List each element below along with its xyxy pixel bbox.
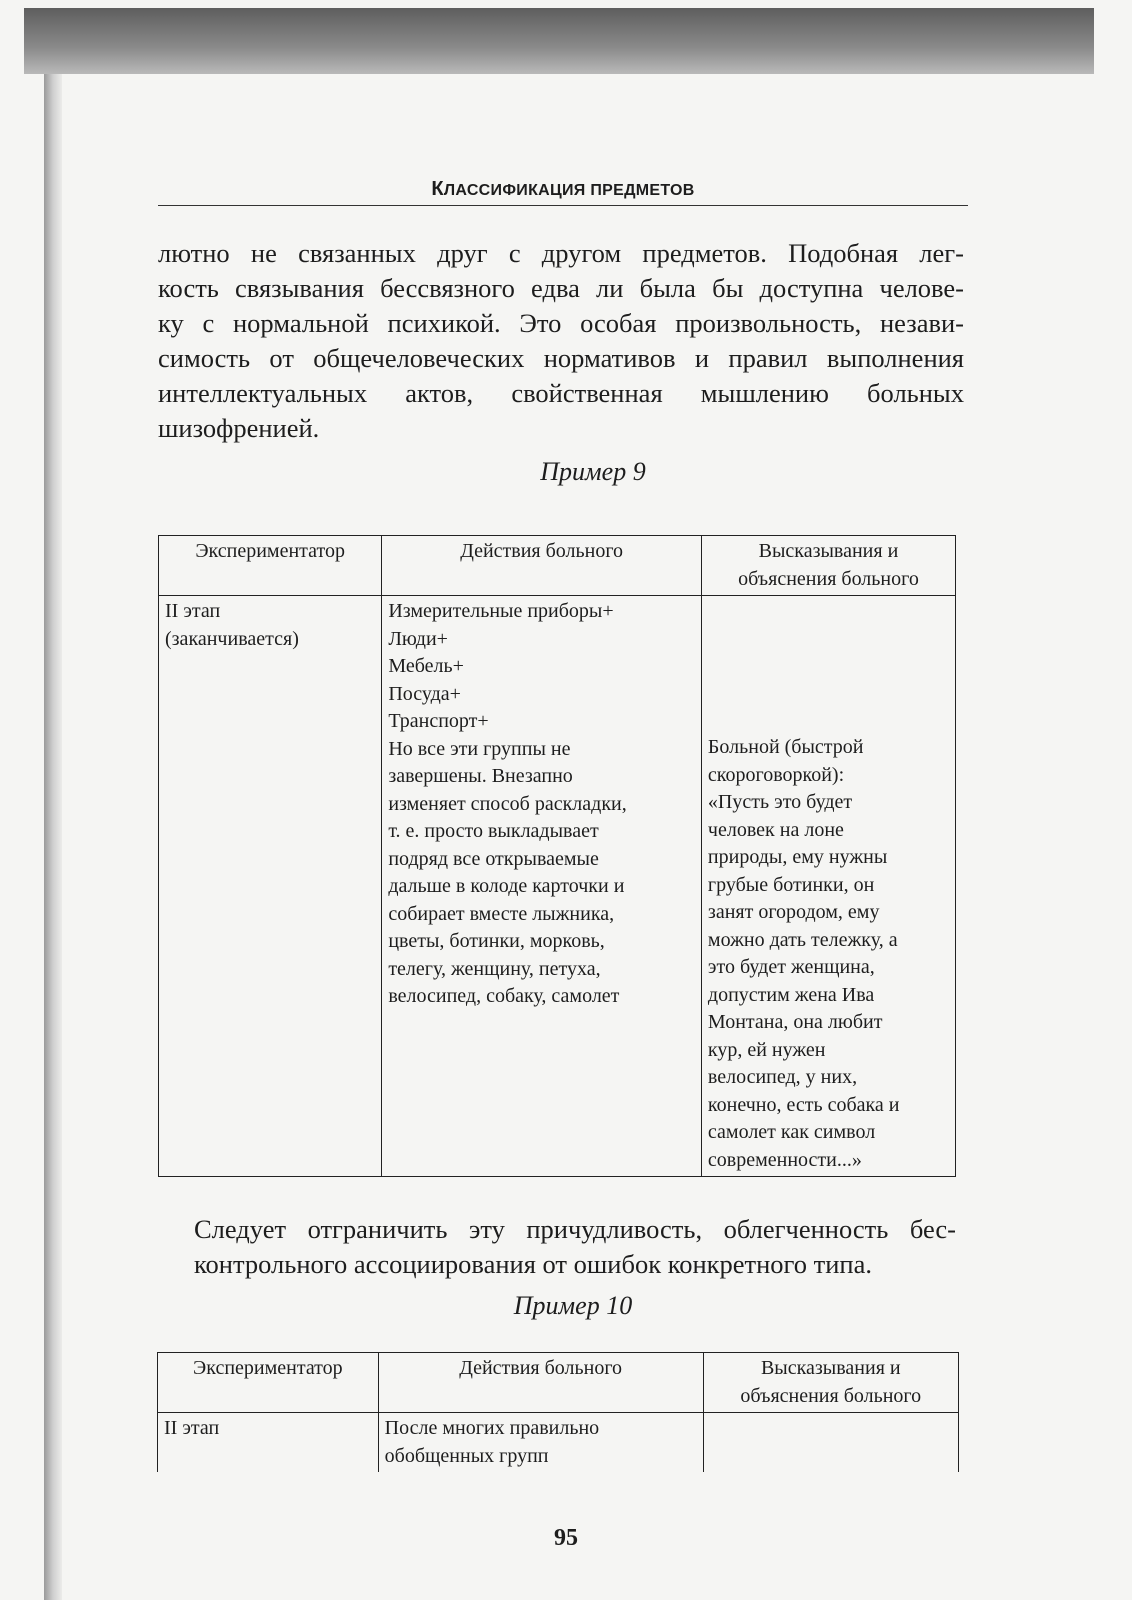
cell-line: Мебель+ — [388, 655, 464, 677]
cell-line: II этап — [164, 1417, 220, 1439]
cell-line: обобщенных групп — [384, 1444, 549, 1467]
cell-line: велосипед, собаку, самолет — [388, 985, 620, 1007]
text-line: ку с нормальной психикой. Это особая произвольность, незави- — [158, 308, 964, 338]
cell-line: изменяет способ раскладки, — [388, 792, 627, 815]
example-9-title: Пример 9 — [540, 457, 646, 486]
text-line: кость связывания бессвязного едва ли была бы доступна челове- — [158, 273, 964, 303]
cell-line: конечно, есть собака и — [707, 1093, 900, 1116]
paragraph-1 — [158, 236, 964, 446]
text-line: шизофренией. — [158, 413, 320, 443]
table-header-row — [159, 536, 956, 596]
statements-cell — [703, 1413, 958, 1473]
example-10-title: Пример 10 — [513, 1291, 633, 1320]
cell-line: грубые ботинки, он — [707, 873, 875, 896]
example-9-table — [158, 535, 956, 1177]
scan-top-shadow — [24, 8, 1094, 74]
cell-line: т. е. просто выкладывает — [388, 820, 599, 842]
actions-cell — [382, 596, 702, 1177]
actions-cell — [378, 1413, 703, 1473]
cell-line: телегу, женщину, петуха, — [388, 957, 601, 980]
cell-line: самолет как символ — [707, 1121, 876, 1143]
running-head: КЛАССИФИКАЦИЯ ПРЕДМЕТОВ — [431, 178, 695, 200]
cell-line: цветы, ботинки, морковь, — [388, 930, 605, 952]
text-line: интеллектуальных актов, свойственная мышлению больных — [158, 378, 964, 408]
cell-line: занят огородом, ему — [707, 901, 880, 923]
header-statements: Высказывания и объяснения больного — [701, 536, 955, 596]
cell-line: подряд все открываемые — [388, 847, 599, 870]
table-row — [158, 1413, 959, 1473]
header-experimenter: Экспериментатор — [158, 1353, 379, 1413]
cell-line: это будет женщина, — [707, 956, 875, 978]
cell-line: кур, ей нужен — [707, 1038, 826, 1061]
table-row — [159, 596, 956, 1177]
running-head-rule — [158, 205, 968, 206]
cell-line: Но все эти группы не — [388, 737, 571, 760]
cell-line: «Пусть это будет — [707, 791, 853, 813]
header-actions: Действия больного — [378, 1353, 703, 1413]
scan-binding-edge — [44, 74, 62, 1600]
paragraph-2 — [194, 1212, 956, 1282]
cell-line: допустим жена Ива — [707, 983, 875, 1006]
cell-line: современности...» — [707, 1148, 862, 1171]
header-experimenter: Экспериментатор — [159, 536, 382, 596]
cell-line: (заканчивается) — [165, 627, 299, 650]
cell-line: природы, ему нужны — [707, 846, 888, 868]
cell-line: дальше в колоде карточки и — [388, 875, 625, 897]
header-actions: Действия больного — [382, 536, 702, 596]
cell-line: человек на лоне — [707, 818, 844, 841]
cell-line: Больной (быстрой — [707, 736, 864, 758]
example-10-table — [157, 1352, 959, 1472]
cell-line: После многих правильно — [384, 1417, 600, 1439]
cell-line: II этап — [165, 600, 221, 622]
text-line: симость от общечеловеческих нормативов и правил выполнения — [158, 343, 964, 373]
cell-line: Монтана, она любит — [707, 1011, 883, 1033]
cell-line: скороговоркой): — [707, 763, 845, 786]
text-line: контрольного ассоциирования от ошибок конкретного типа. — [194, 1249, 872, 1279]
cell-line: собирает вместе лыжника, — [388, 902, 615, 925]
cell-line: Транспорт+ — [388, 710, 489, 732]
cell-line: Люди+ — [388, 627, 448, 650]
experimenter-cell — [159, 596, 382, 1177]
page-number: 95 — [554, 1525, 578, 1551]
text-line: лютно не связанных друг с другом предметов. Подобная лег- — [158, 238, 964, 268]
text-line: Следует отграничить эту причудливость, облегченность бес- — [194, 1214, 956, 1244]
statements-cell — [701, 596, 955, 1177]
header-statements: Высказывания и объяснения больного — [703, 1353, 958, 1413]
experimenter-cell — [158, 1413, 379, 1473]
cell-line: Посуда+ — [388, 682, 461, 705]
cell-line: завершены. Внезапно — [388, 765, 573, 787]
cell-line: можно дать тележку, а — [707, 928, 898, 951]
cell-line: велосипед, у них, — [707, 1066, 858, 1088]
table-header-row — [158, 1353, 959, 1413]
cell-line: Измерительные приборы+ — [388, 600, 614, 622]
